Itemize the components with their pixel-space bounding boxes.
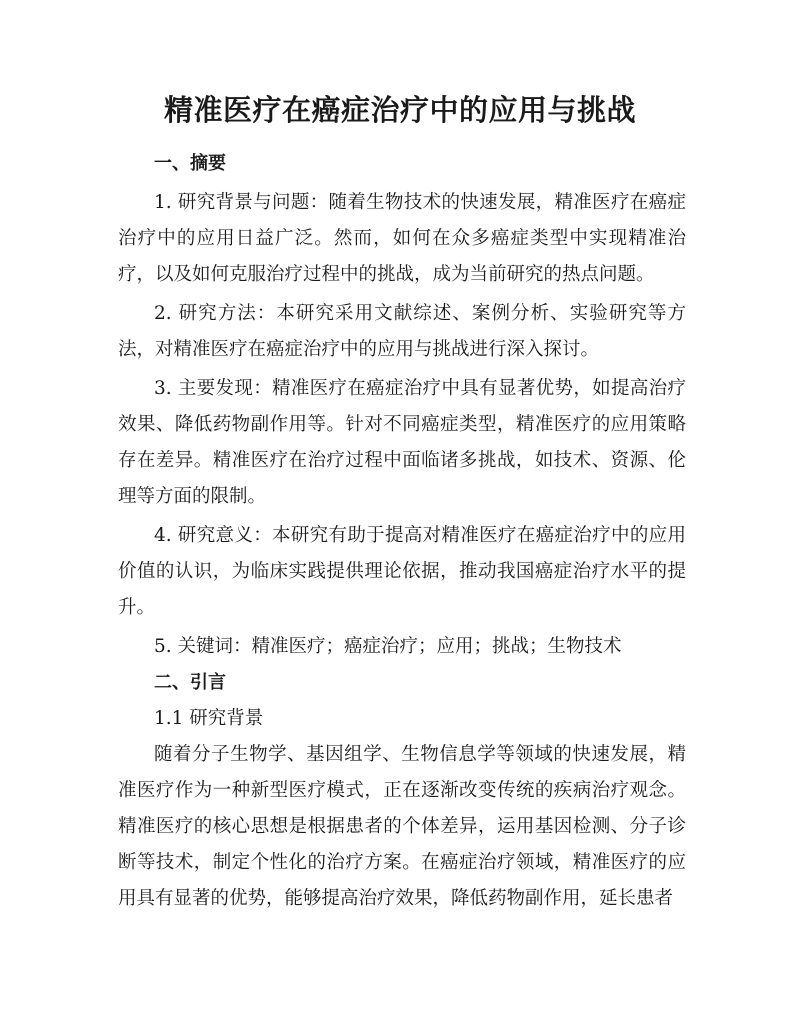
abstract-item-background: 1. 研究背景与问题：随着生物技术的快速发展，精准医疗在癌症治疗中的应用日益广泛。然而，如何在众多癌症类型中实现精准治疗，以及如何克服治疗过程中的挑战，成为当前研究的热点问题。: [118, 192, 686, 285]
intro-paragraph: 随着分子生物学、基因组学、生物信息学等领域的快速发展，精准医疗作为一种新型医疗模式，正在逐渐改变传统的疾病治疗观念。精准医疗的核心思想是根据患者的个体差异，运用基因检测、分子诊断等技术，制定个性化的治疗方案。在癌症治疗领域，精准医疗的应用具有显著的优势，能够提高治疗效果，降低药物副作用，延长患者: [118, 744, 686, 909]
document-title: 精准医疗在癌症治疗中的应用与挑战: [163, 93, 636, 127]
subsection-heading-background: 1.1 研究背景: [154, 708, 264, 729]
section-heading-introduction: 二、引言: [154, 672, 226, 693]
abstract-item-methods: 2. 研究方法：本研究采用文献综述、案例分析、实验研究等方法，对精准医疗在癌症治疗中的应用与挑战进行深入探讨。: [118, 303, 686, 360]
section-heading-abstract: 一、摘要: [154, 153, 226, 174]
abstract-item-findings: 3. 主要发现：精准医疗在癌症治疗中具有显著优势，如提高治疗效果、降低药物副作用等。针对不同癌症类型，精准医疗的应用策略存在差异。精准医疗在治疗过程中面临诸多挑战，如技术、资源、伦理等方面的限制。: [118, 378, 686, 507]
abstract-item-keywords: 5. 关键词：精准医疗；癌症治疗；应用；挑战；生物技术: [154, 636, 622, 657]
abstract-item-significance: 4. 研究意义：本研究有助于提高对精准医疗在癌症治疗中的应用价值的认识，为临床实践提供理论依据，推动我国癌症治疗水平的提升。: [118, 525, 686, 618]
document-body: [118, 146, 686, 917]
